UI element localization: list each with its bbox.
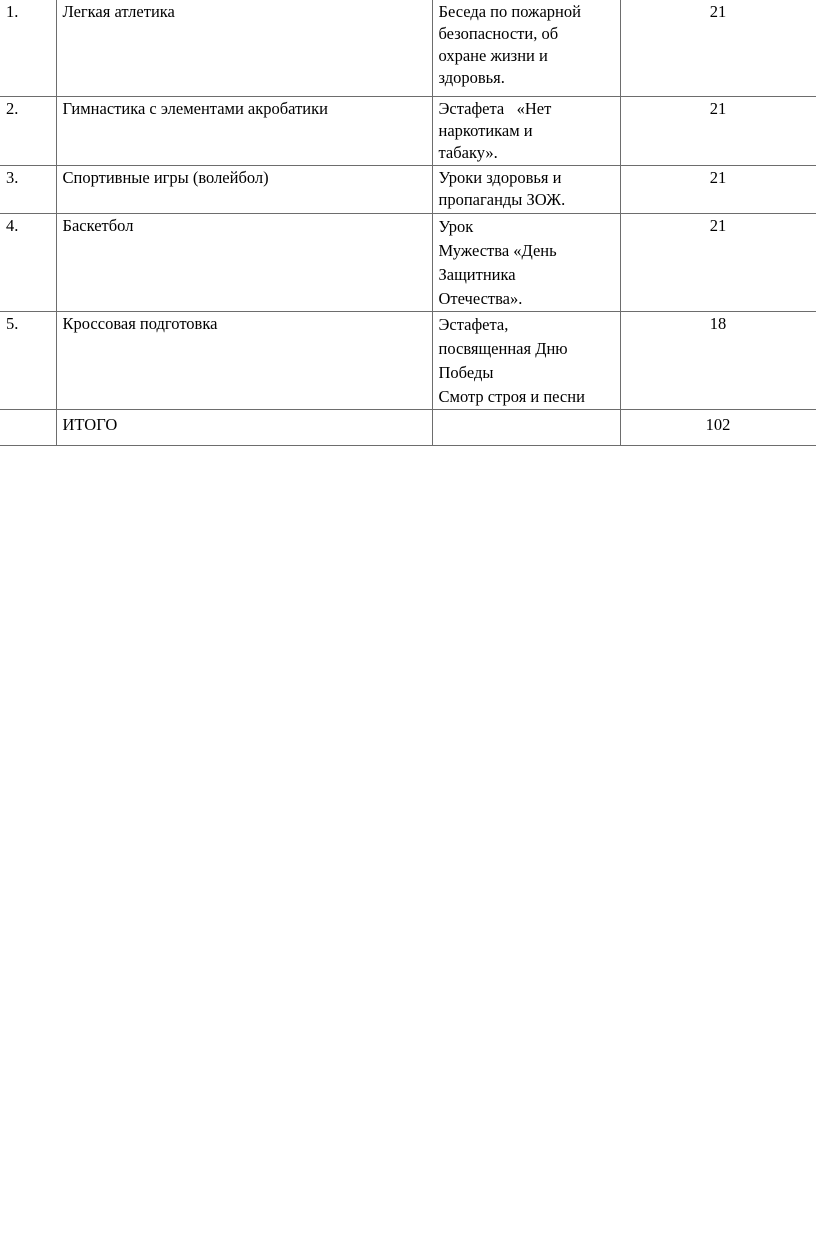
event-cell — [432, 0, 620, 96]
event-line: Беседа по пожарной — [438, 2, 581, 21]
table-row — [0, 96, 816, 165]
event-line: Уроки здоровья и — [438, 167, 562, 187]
section-name: Спортивные игры (волейбол) — [56, 165, 432, 213]
event-line: безопасности, об — [438, 24, 559, 43]
section-name: Легкая атлетика — [56, 0, 432, 96]
hours-cell: 18 — [620, 311, 816, 409]
table-row — [0, 0, 816, 96]
event-line: Победы — [438, 362, 494, 382]
event-line: наркотикам и — [438, 120, 533, 140]
hours-cell: 21 — [620, 165, 816, 213]
event-cell — [432, 213, 620, 311]
row-number: 4. — [0, 213, 56, 311]
table-row — [0, 311, 816, 409]
event-line: охране жизни и — [438, 46, 548, 65]
event-line: Урок — [438, 216, 474, 236]
event-line: пропаганды ЗОЖ. — [438, 189, 566, 209]
event-line: Эстафета «Нет — [438, 98, 552, 118]
total-row — [0, 409, 816, 445]
table-row — [0, 165, 816, 213]
total-hours: 102 — [620, 409, 816, 445]
sports-plan-table — [0, 0, 816, 446]
row-number: 3. — [0, 165, 56, 213]
section-name: Гимнастика с элементами акробатики — [56, 96, 432, 165]
total-event-cell — [432, 409, 620, 445]
row-number: 2. — [0, 96, 56, 165]
event-line: Отечества». — [438, 288, 523, 308]
event-line: здоровья. — [438, 68, 505, 87]
total-number-cell — [0, 409, 56, 445]
total-label: ИТОГО — [56, 409, 432, 445]
event-line: посвященная Дню — [438, 338, 568, 358]
section-name: Кроссовая подготовка — [56, 311, 432, 409]
event-line: Эстафета, — [438, 314, 509, 334]
hours-cell: 21 — [620, 0, 816, 96]
row-number: 1. — [0, 0, 56, 96]
event-line: Защитника — [438, 264, 516, 284]
event-line: Мужества «День — [438, 240, 557, 260]
row-number: 5. — [0, 311, 56, 409]
section-name: Баскетбол — [56, 213, 432, 311]
hours-cell: 21 — [620, 96, 816, 165]
event-cell — [432, 311, 620, 409]
event-line: табаку». — [438, 142, 498, 162]
event-cell — [432, 165, 620, 213]
table-row — [0, 213, 816, 311]
event-cell — [432, 96, 620, 165]
hours-cell: 21 — [620, 213, 816, 311]
event-line: Смотр строя и песни — [438, 386, 585, 406]
